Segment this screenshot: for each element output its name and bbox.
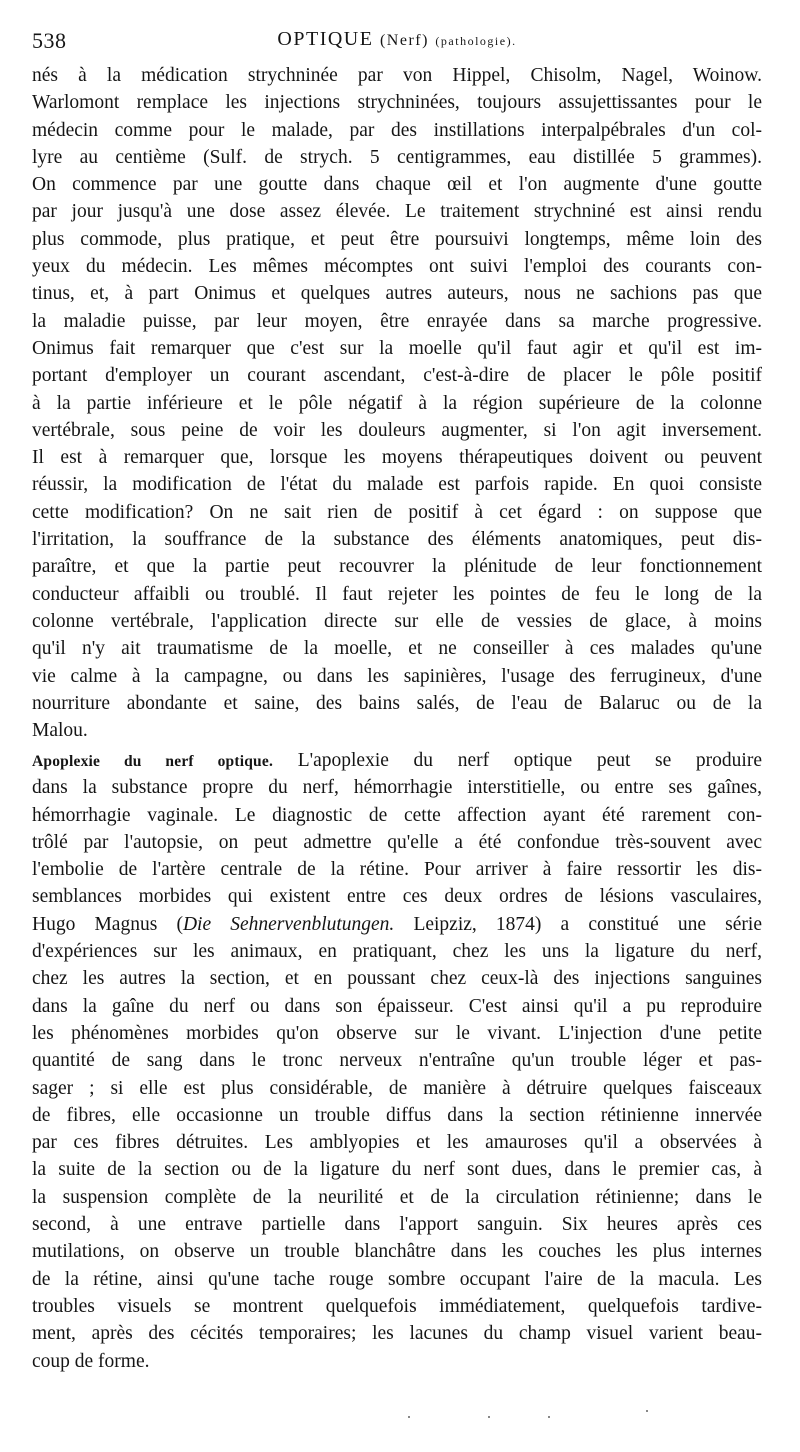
text-line: la maladie puisse, par leur moyen, être enrayée dans sa marche progressive. bbox=[32, 310, 762, 332]
text-line: de la rétine, ainsi qu'une tache rouge sombre occupant l'aire de la macula. Les bbox=[32, 1268, 762, 1290]
text-line: colonne vertébrale, l'application directe sur elle de vessies de glace, à moins bbox=[32, 610, 762, 632]
running-title-subsection: (pathologie). bbox=[435, 34, 517, 48]
text-line: d'expériences sur les animaux, en pratiquant, chez les uns la ligature du nerf, bbox=[32, 941, 762, 963]
text-line-rest: L'apoplexie du nerf optique peut se produire bbox=[297, 750, 762, 771]
text-fragment: Leipziz, 1874) a constitué une série bbox=[394, 913, 762, 935]
text-line: mutilations, on observe un trouble blanchâtre dans les couches les plus internes bbox=[32, 1241, 762, 1263]
text-line: la suspension complète de la neurilité et de la circulation rétinienne; dans le bbox=[32, 1186, 762, 1208]
text-line: l'irritation, la souffrance de la substance des éléments anatomiques, peut dis- bbox=[32, 529, 762, 551]
section-heading-apoplexy: Apoplexie du nerf optique. bbox=[32, 753, 274, 770]
ink-speck bbox=[408, 1416, 410, 1418]
running-head bbox=[32, 28, 762, 54]
page-bottom-marks bbox=[400, 1408, 740, 1428]
text-line: par jour jusqu'à une dose assez élevée. Le traitement strychniné est ainsi rendu bbox=[32, 201, 762, 223]
page-number: 538 bbox=[32, 28, 67, 53]
text-line: conducteur affaibli ou troublé. Il faut rejeter les pointes de feu le long de la bbox=[32, 583, 762, 605]
book-title: Die Sehnervenblutungen. bbox=[182, 913, 395, 935]
text-line: médecin comme pour le malade, par des instillations interpalpébrales d'un col- bbox=[32, 119, 762, 141]
text-line: par ces fibres détruites. Les amblyopies et les amauroses qu'il a observées à bbox=[32, 1132, 762, 1154]
text-line: second, à une entrave partielle dans l'apport sanguin. Six heures après ces bbox=[32, 1214, 762, 1236]
text-line: l'embolie de l'artère centrale de la rétine. Pour arriver à faire ressortir les dis- bbox=[32, 859, 762, 881]
text-line: de fibres, elle occasionne un trouble diffus dans la section rétinienne innervée bbox=[32, 1104, 762, 1126]
ink-speck bbox=[548, 1416, 550, 1418]
text-fragment: Hugo Magnus ( bbox=[32, 913, 183, 935]
text-line: dans la gaîne du nerf ou dans son épaisseur. C'est ainsi qu'il a pu reproduire bbox=[32, 995, 762, 1017]
text-line: Onimus fait remarquer que c'est sur la moelle qu'il faut agir et qu'il est im- bbox=[32, 337, 762, 359]
text-line: nés à la médication strychninée par von Hippel, Chisolm, Nagel, Woinow. bbox=[32, 65, 762, 86]
text-line: réussir, la modification de l'état du malade est parfois rapide. En quoi consiste bbox=[32, 474, 762, 496]
text-line: chez les autres la section, et en poussant chez ceux-là des injections sanguines bbox=[32, 968, 762, 990]
running-title-main: OPTIQUE bbox=[277, 28, 374, 50]
text-line: Malou. bbox=[32, 720, 88, 742]
text-line: sager ; si elle est plus considérable, de manière à détruire quelques faisceaux bbox=[32, 1077, 762, 1099]
text-line: dans la substance propre du nerf, hémorrhagie interstitielle, ou entre ses gaînes, bbox=[32, 777, 762, 799]
text-line: cette modification? On ne sait rien de positif à cet égard : on suppose que bbox=[32, 501, 762, 523]
text-line bbox=[32, 747, 762, 774]
text-line: tinus, et, à part Onimus et quelques autres auteurs, nous ne sachions pas que bbox=[32, 283, 762, 305]
text-line: Il est à remarquer que, lorsque les moyens thérapeutiques doivent ou peuvent bbox=[32, 447, 762, 469]
text-line: vertébrale, sous peine de voir les douleurs augmenter, si l'on agit inversement. bbox=[32, 419, 762, 441]
ink-speck bbox=[488, 1416, 490, 1418]
text-line: les phénomènes morbides qu'on observe sur le vivant. L'injection d'une petite bbox=[32, 1022, 762, 1044]
text-line: qu'il n'y ait traumatisme de la moelle, et ne conseiller à ces malades qu'une bbox=[32, 638, 762, 660]
paragraph-optic-nerve-apoplexy bbox=[32, 747, 762, 1375]
text-line: coup de forme. bbox=[32, 1350, 150, 1372]
text-line: portant d'employer un courant ascendant, c'est-à-dire de placer le pôle positif bbox=[32, 365, 762, 387]
ink-speck bbox=[646, 1410, 648, 1412]
text-line: On commence par une goutte dans chaque œil et l'on augmente d'une goutte bbox=[32, 174, 762, 196]
text-line: la suite de la section ou de la ligature du nerf sont dues, dans le premier cas, à bbox=[32, 1159, 762, 1181]
paragraph-strychnine-treatment bbox=[32, 62, 762, 744]
text-line: yeux du médecin. Les mêmes mécomptes ont suivi l'emploi des courants con- bbox=[32, 256, 762, 278]
text-line: nourriture abondante et saine, des bains salés, de l'eau de Balaruc ou de la bbox=[32, 692, 762, 714]
text-line: trôlé par l'autopsie, on peut admettre qu'elle a été confondue très-souvent avec bbox=[32, 831, 762, 853]
text-line: ment, après des cécités temporaires; les lacunes du champ visuel varient beau- bbox=[32, 1323, 762, 1345]
text-line: hémorrhagie vaginale. Le diagnostic de cette affection ayant été rarement con- bbox=[32, 804, 762, 826]
text-line: plus commode, plus pratique, et peut être poursuivi longtemps, même loin des bbox=[32, 228, 762, 250]
running-title bbox=[32, 28, 762, 51]
text-line: vie calme à la campagne, ou dans les sapinières, l'usage des ferrugineux, d'une bbox=[32, 665, 762, 687]
text-line: à la partie inférieure et le pôle négatif à la région supérieure de la colonne bbox=[32, 392, 762, 414]
text-line: semblances morbides qui existent entre ces deux ordres de lésions vasculaires, bbox=[32, 886, 762, 908]
text-line: lyre au centième (Sulf. de strych. 5 centigrammes, eau distillée 5 grammes). bbox=[32, 146, 762, 168]
text-line: quantité de sang dans le tronc nerveux n'entraîne qu'un trouble léger et pas- bbox=[32, 1050, 762, 1072]
text-line: troubles visuels se montrent quelquefois immédiatement, quelquefois tardive- bbox=[32, 1295, 762, 1317]
running-title-section: (Nerf) bbox=[379, 32, 429, 49]
text-line bbox=[32, 911, 762, 938]
text-line: Warlomont remplace les injections strychninées, toujours assujettissantes pour le bbox=[32, 92, 762, 114]
text-line: paraître, et que la partie peut recouvrer la plénitude de leur fonctionnement bbox=[32, 556, 762, 578]
